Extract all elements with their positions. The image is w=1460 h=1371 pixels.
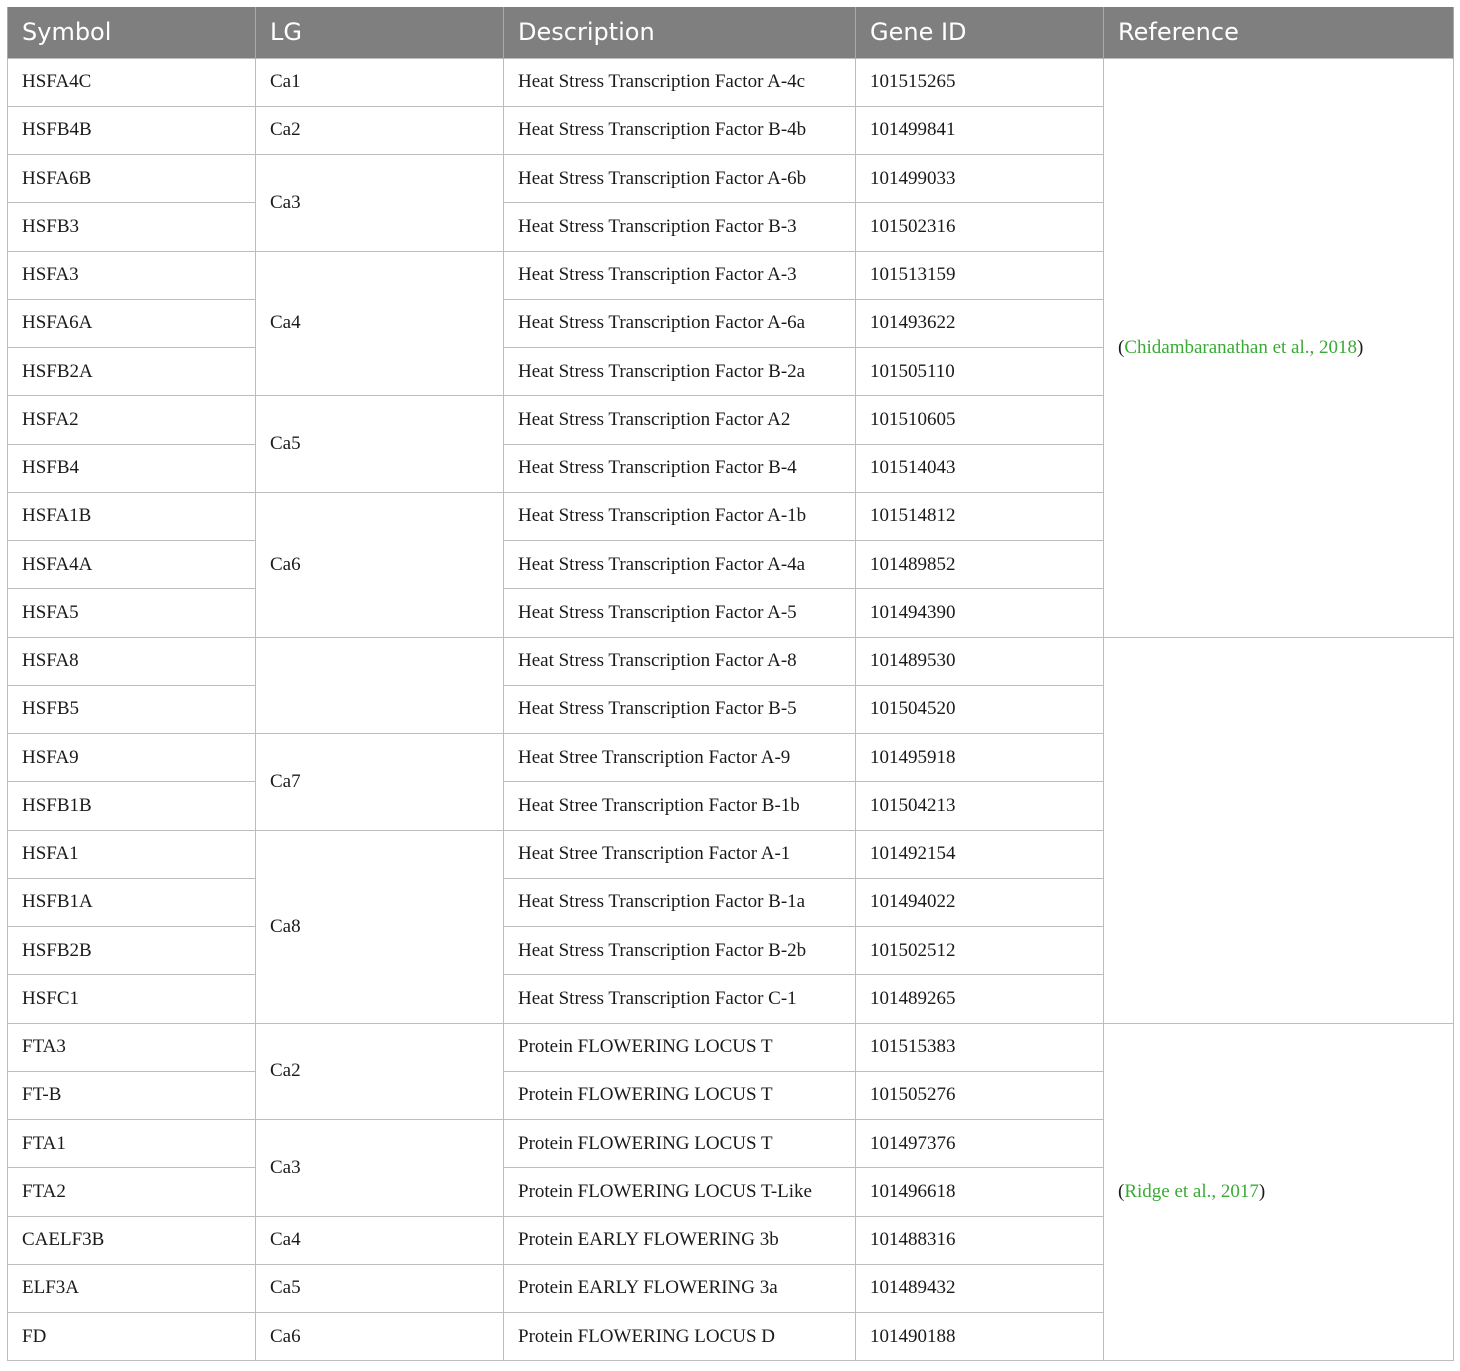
cell-gene-id: 101510605 <box>856 396 1104 444</box>
cell-reference <box>1104 1023 1454 1361</box>
cell-gene-id: 101505110 <box>856 348 1104 396</box>
cell-description: Heat Stress Transcription Factor B-1a <box>504 878 856 926</box>
header-reference: Reference <box>1104 7 1454 58</box>
cell-lg: Ca2 <box>256 106 504 154</box>
cell-gene-id: 101493622 <box>856 299 1104 347</box>
cell-gene-id: 101489530 <box>856 637 1104 685</box>
cell-description: Heat Stress Transcription Factor B-4b <box>504 106 856 154</box>
cell-gene-id: 101489432 <box>856 1264 1104 1312</box>
cell-description: Heat Stress Transcription Factor B-2b <box>504 927 856 975</box>
cell-description: Protein EARLY FLOWERING 3a <box>504 1264 856 1312</box>
cell-symbol: HSFB5 <box>8 685 256 733</box>
table-row <box>8 1023 1454 1071</box>
cell-description: Heat Stress Transcription Factor A-5 <box>504 589 856 637</box>
cell-gene-id: 101514043 <box>856 444 1104 492</box>
header-row <box>8 7 1454 58</box>
cell-description: Heat Stress Transcription Factor A-6b <box>504 155 856 203</box>
cell-gene-id: 101496618 <box>856 1168 1104 1216</box>
cell-gene-id: 101499033 <box>856 155 1104 203</box>
cell-symbol: HSFB2B <box>8 927 256 975</box>
cell-description: Protein EARLY FLOWERING 3b <box>504 1216 856 1264</box>
cell-description: Heat Stress Transcription Factor A-6a <box>504 299 856 347</box>
cell-symbol: HSFB1A <box>8 878 256 926</box>
cell-lg: Ca7 <box>256 734 504 831</box>
cell-symbol: HSFA5 <box>8 589 256 637</box>
cell-lg: Ca4 <box>256 1216 504 1264</box>
table-row <box>8 637 1454 685</box>
cell-lg: Ca6 <box>256 492 504 637</box>
ref-close: ) <box>1357 336 1364 358</box>
cell-gene-id: 101513159 <box>856 251 1104 299</box>
cell-symbol: HSFC1 <box>8 975 256 1023</box>
cell-reference <box>1104 637 1454 1023</box>
cell-lg: Ca3 <box>256 1120 504 1217</box>
cell-symbol: HSFA6A <box>8 299 256 347</box>
cell-gene-id: 101494390 <box>856 589 1104 637</box>
cell-description: Heat Stree Transcription Factor B-1b <box>504 782 856 830</box>
cell-description: Heat Stree Transcription Factor A-9 <box>504 734 856 782</box>
cell-gene-id: 101488316 <box>856 1216 1104 1264</box>
cell-lg <box>256 637 504 734</box>
gene-table <box>7 7 1454 1361</box>
cell-symbol: FD <box>8 1313 256 1361</box>
cell-lg: Ca2 <box>256 1023 504 1120</box>
cell-symbol: FTA2 <box>8 1168 256 1216</box>
cell-description: Heat Stress Transcription Factor B-2a <box>504 348 856 396</box>
cell-description: Heat Stress Transcription Factor A-3 <box>504 251 856 299</box>
cell-gene-id: 101505276 <box>856 1071 1104 1119</box>
cell-description: Heat Stress Transcription Factor C-1 <box>504 975 856 1023</box>
cell-gene-id: 101504213 <box>856 782 1104 830</box>
cell-lg: Ca5 <box>256 396 504 493</box>
cell-symbol: HSFB4B <box>8 106 256 154</box>
header-gene-id: Gene ID <box>856 7 1104 58</box>
cell-gene-id: 101489852 <box>856 541 1104 589</box>
cell-gene-id: 101502512 <box>856 927 1104 975</box>
cell-symbol: HSFB2A <box>8 348 256 396</box>
cell-gene-id: 101502316 <box>856 203 1104 251</box>
cell-description: Protein FLOWERING LOCUS T <box>504 1071 856 1119</box>
cell-description: Heat Stress Transcription Factor B-3 <box>504 203 856 251</box>
cell-gene-id: 101499841 <box>856 106 1104 154</box>
cell-gene-id: 101490188 <box>856 1313 1104 1361</box>
cell-symbol: HSFB4 <box>8 444 256 492</box>
cell-symbol: FTA1 <box>8 1120 256 1168</box>
cell-symbol: HSFA2 <box>8 396 256 444</box>
cell-symbol: HSFA9 <box>8 734 256 782</box>
cell-description: Protein FLOWERING LOCUS T <box>504 1023 856 1071</box>
cell-description: Heat Stress Transcription Factor B-5 <box>504 685 856 733</box>
cell-description: Heat Stress Transcription Factor A-8 <box>504 637 856 685</box>
reference-link[interactable]: Chidambaranathan et al., 2018 <box>1124 336 1358 358</box>
ref-close: ) <box>1258 1180 1266 1202</box>
cell-symbol: FTA3 <box>8 1023 256 1071</box>
table-header <box>8 7 1454 58</box>
cell-gene-id: 101489265 <box>856 975 1104 1023</box>
cell-description: Heat Stress Transcription Factor A2 <box>504 396 856 444</box>
cell-lg: Ca1 <box>256 58 504 106</box>
cell-lg: Ca8 <box>256 830 504 1023</box>
cell-lg: Ca4 <box>256 251 504 396</box>
table-row <box>8 58 1454 106</box>
cell-lg: Ca5 <box>256 1264 504 1312</box>
cell-symbol: HSFA4A <box>8 541 256 589</box>
cell-description: Heat Stress Transcription Factor A-1b <box>504 492 856 540</box>
reference-link[interactable]: Ridge et al., 2017 <box>1124 1180 1259 1202</box>
cell-symbol: FT-B <box>8 1071 256 1119</box>
cell-reference <box>1104 58 1454 637</box>
cell-description: Heat Stress Transcription Factor A-4a <box>504 541 856 589</box>
cell-symbol: HSFA3 <box>8 251 256 299</box>
cell-symbol: HSFA1 <box>8 830 256 878</box>
cell-lg: Ca3 <box>256 155 504 252</box>
cell-gene-id: 101497376 <box>856 1120 1104 1168</box>
cell-symbol: HSFA8 <box>8 637 256 685</box>
cell-gene-id: 101492154 <box>856 830 1104 878</box>
cell-gene-id: 101514812 <box>856 492 1104 540</box>
cell-description: Protein FLOWERING LOCUS D <box>504 1313 856 1361</box>
cell-description: Protein FLOWERING LOCUS T <box>504 1120 856 1168</box>
cell-symbol: HSFB1B <box>8 782 256 830</box>
cell-symbol: HSFA1B <box>8 492 256 540</box>
cell-gene-id: 101515383 <box>856 1023 1104 1071</box>
cell-symbol: ELF3A <box>8 1264 256 1312</box>
cell-symbol: HSFA6B <box>8 155 256 203</box>
cell-description: Heat Stress Transcription Factor A-4c <box>504 58 856 106</box>
cell-lg: Ca6 <box>256 1313 504 1361</box>
cell-symbol: CAELF3B <box>8 1216 256 1264</box>
cell-gene-id: 101504520 <box>856 685 1104 733</box>
header-description: Description <box>504 7 856 58</box>
cell-description: Heat Stree Transcription Factor A-1 <box>504 830 856 878</box>
cell-gene-id: 101495918 <box>856 734 1104 782</box>
table-body <box>8 58 1454 1361</box>
cell-symbol: HSFB3 <box>8 203 256 251</box>
cell-description: Protein FLOWERING LOCUS T-Like <box>504 1168 856 1216</box>
cell-gene-id: 101494022 <box>856 878 1104 926</box>
cell-description: Heat Stress Transcription Factor B-4 <box>504 444 856 492</box>
cell-gene-id: 101515265 <box>856 58 1104 106</box>
header-symbol: Symbol <box>8 7 256 58</box>
ref-open: ( <box>1118 1180 1125 1202</box>
cell-symbol: HSFA4C <box>8 58 256 106</box>
ref-open: ( <box>1118 336 1125 358</box>
header-lg: LG <box>256 7 504 58</box>
